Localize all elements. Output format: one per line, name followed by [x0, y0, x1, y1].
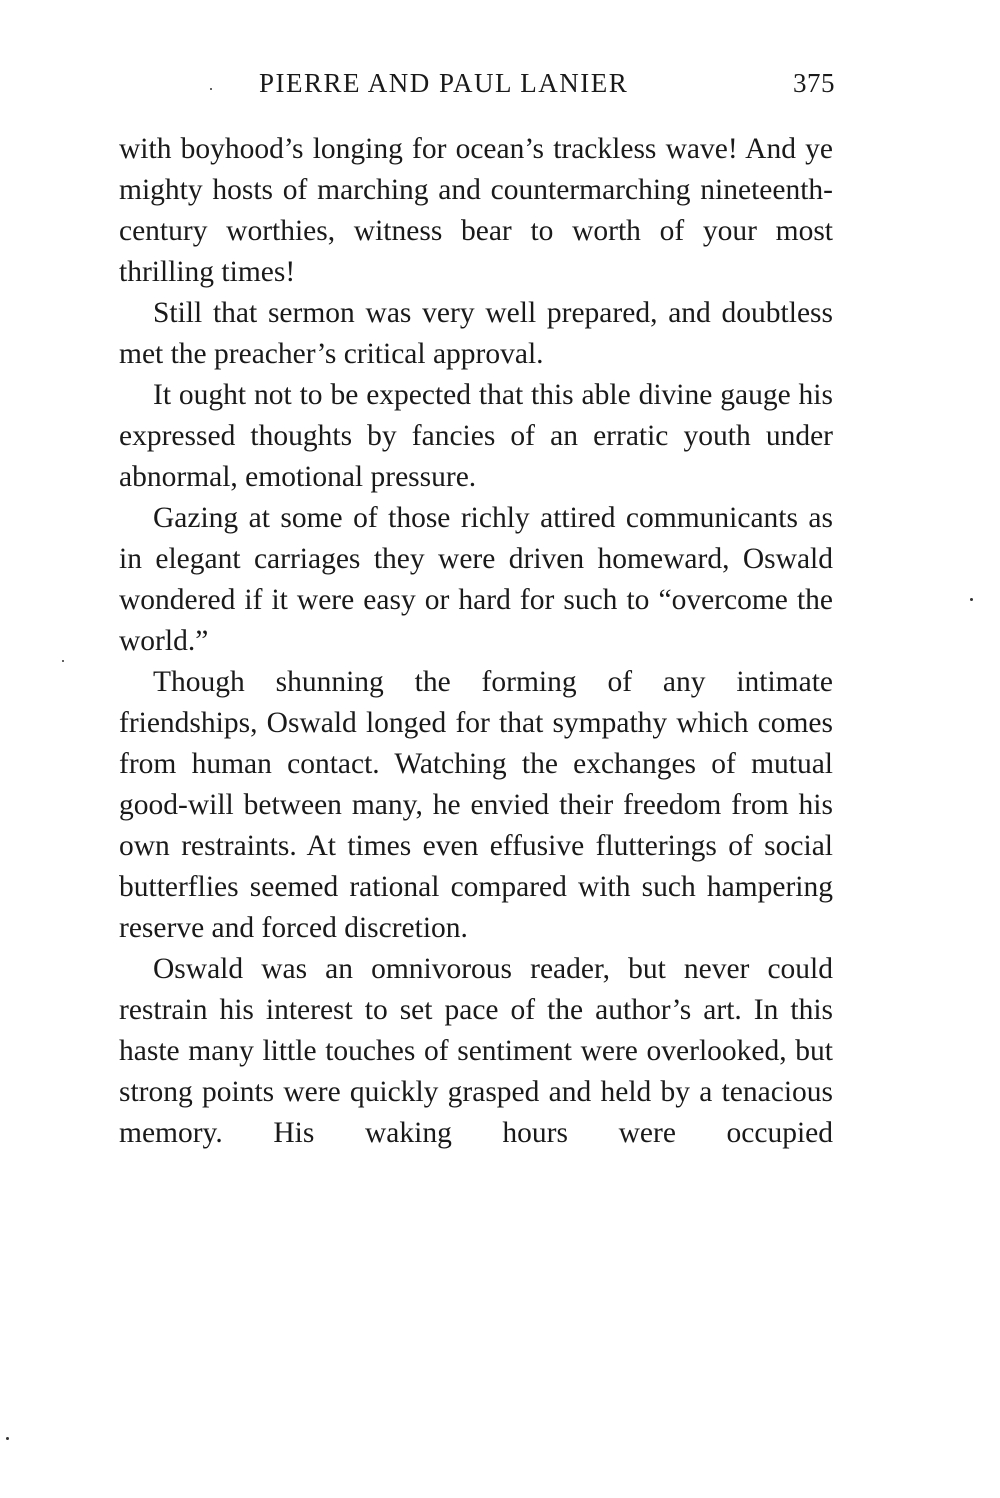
paragraph: Still that sermon was very well prepared, and doubtless met the preacher’s critical approval.	[119, 297, 833, 370]
running-title: PIERRE AND PAUL LANIER	[259, 68, 629, 98]
scan-speck	[210, 88, 212, 90]
body-text	[119, 129, 833, 1154]
paragraph: Gazing at some of those richly attired communicants as in elegant carriages they were driven homeward, Oswald wondered if it were easy or hard for such to “overcome the world.”	[119, 502, 833, 657]
paragraph: Oswald was an omnivorous reader, but never could restrain his interest to set pace of the author’s art. In this haste many little touches of sentiment were overlooked, but strong points were quickly grasped and held by a tenacious memory. His waking hours were occupied	[119, 953, 833, 1149]
paragraph: It ought not to be expected that this able divine gauge his expressed thoughts by fancies of an erratic youth under abnormal, emotional pressure.	[119, 379, 833, 493]
scan-speck	[6, 1437, 9, 1440]
paragraph-continued: with boyhood’s longing for ocean’s trackless wave! And ye mighty hosts of marching and countermarching nineteenth-century worthies, witness bear to worth of your most thrilling times!	[119, 133, 833, 288]
running-head	[119, 68, 835, 108]
scan-speck	[970, 598, 973, 601]
page-number: 375	[793, 68, 835, 98]
scan-speck	[62, 660, 64, 662]
paragraph: Though shunning the forming of any intimate friendships, Oswald longed for that sympathy which comes from human contact. Watching the exchanges of mutual good-will between many, he envied their freedom from his own restraints. At times even effusive flutterings of social butterflies seemed rational compared with such hampering reserve and forced discretion.	[119, 666, 833, 944]
